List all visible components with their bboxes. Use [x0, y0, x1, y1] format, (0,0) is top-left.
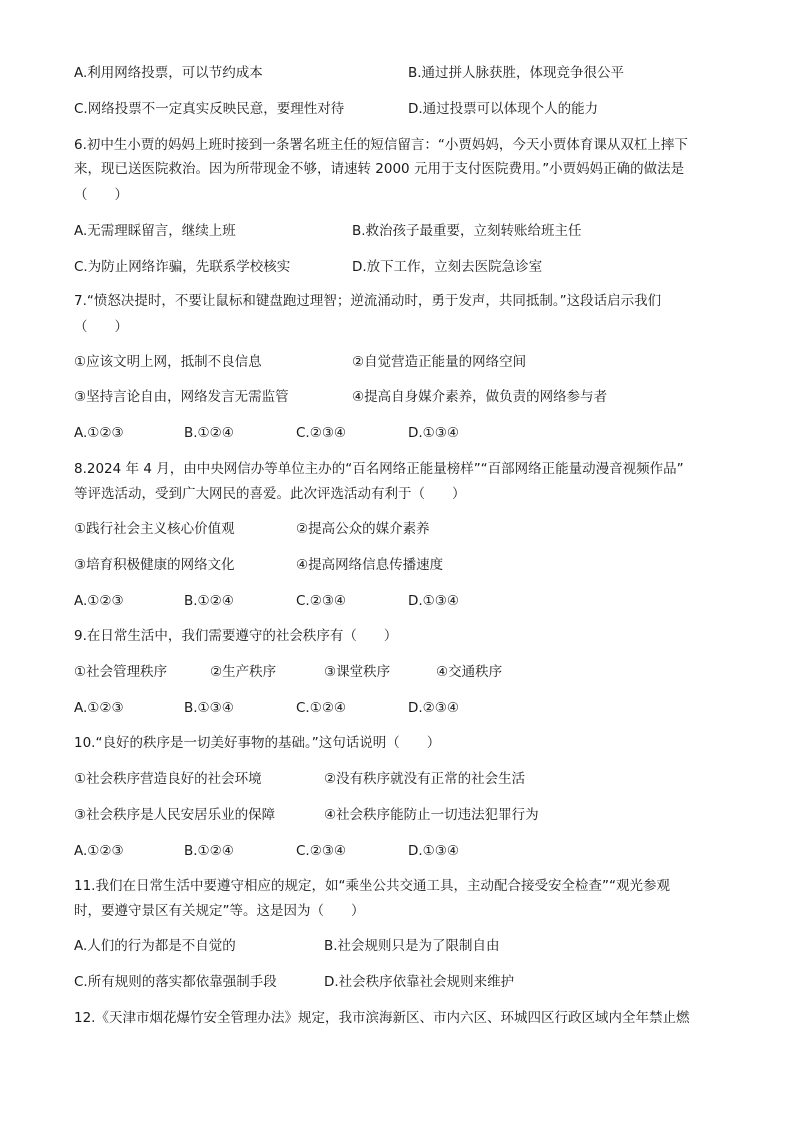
q9-option-c: C.①②④: [296, 700, 347, 716]
q9-option-b: B.①③④: [184, 700, 234, 716]
q6-stem-line2: 来，现已送医院救治。因为所带现金不够，请速转 2000 元用于支付医院费用。”小贾妈妈正确的做法是: [74, 161, 685, 177]
q7-statement-2: ②自觉营造正能量的网络空间: [352, 354, 527, 370]
q10-option-a: A.①②③: [74, 843, 124, 859]
q9-statement-3: ③课堂秩序: [324, 664, 391, 680]
q10-statement-4: ④社会秩序能防止一切违法犯罪行为: [324, 807, 539, 823]
q8-stem-line1: 8.2024 年 4 月，由中央网信办等单位主办的“百名网络正能量榜样”“百部网络正能量动漫音视频作品”: [74, 461, 684, 477]
q11-option-d: D.社会秩序依靠社会规则来维护: [324, 974, 515, 990]
q8-statement-1: ①践行社会主义核心价值观: [74, 521, 235, 537]
q7-option-d: D.①③④: [408, 425, 459, 441]
q8-statement-2: ②提高公众的媒介素养: [296, 521, 430, 537]
q8-option-c: C.②③④: [296, 593, 347, 609]
q8-option-b: B.①②④: [184, 593, 234, 609]
q8-statement-3: ③培育积极健康的网络文化: [74, 557, 235, 573]
q7-statement-1: ①应该文明上网，抵制不良信息: [74, 354, 262, 370]
q7-statement-3: ③坚持言论自由，网络发言无需监管: [74, 389, 289, 405]
q9-option-d: D.②③④: [408, 700, 459, 716]
q11-stem-line1: 11.我们在日常生活中要遵守相应的规定，如“乘坐公共交通工具，主动配合接受安全检查”“观光参观: [74, 878, 670, 894]
q10-statement-3: ③社会秩序是人民安居乐业的保障: [74, 807, 276, 823]
q10-stem-line1: 10.“良好的秩序是一切美好事物的基础。”这句话说明（ ）: [74, 735, 441, 751]
q9-stem-line1: 9.在日常生活中，我们需要遵守的社会秩序有（ ）: [74, 628, 398, 644]
q9-option-a: A.①②③: [74, 700, 124, 716]
q6-option-a: A.无需理睬留言，继续上班: [74, 223, 236, 239]
q10-option-d: D.①③④: [408, 843, 459, 859]
q6-stem-line1: 6.初中生小贾的妈妈上班时接到一条署名班主任的短信留言：“小贾妈妈，今天小贾体育课从双杠上摔下: [74, 137, 688, 153]
q5-option-c: C.网络投票不一定真实反映民意，要理性对待: [74, 101, 345, 117]
q7-option-b: B.①②④: [184, 425, 234, 441]
q11-option-c: C.所有规则的落实都依靠强制手段: [74, 974, 277, 990]
q10-option-b: B.①②④: [184, 843, 234, 859]
q7-option-a: A.①②③: [74, 425, 124, 441]
q6-option-b: B.救治孩子最重要，立刻转账给班主任: [352, 223, 582, 239]
q11-stem-line2: 时，要遵守景区有关规定”等。这是因为（ ）: [74, 903, 365, 919]
q7-answer-blank: （ ）: [74, 319, 128, 335]
q7-option-c: C.②③④: [296, 425, 347, 441]
q6-option-c: C.为防止网络诈骗，先联系学校核实: [74, 259, 291, 275]
q8-statement-4: ④提高网络信息传播速度: [296, 557, 444, 573]
q6-option-d: D.放下工作，立刻去医院急诊室: [352, 259, 543, 275]
q12-stem-line1: 12.《天津市烟花爆竹安全管理办法》规定，我市滨海新区、市内六区、环城四区行政区域内全年禁止燃: [74, 1010, 690, 1026]
q5-option-b: B.通过拼人脉获胜，体现竞争很公平: [408, 65, 625, 81]
q11-option-a: A.人们的行为都是不自觉的: [74, 938, 236, 954]
q8-option-d: D.①③④: [408, 593, 459, 609]
q10-statement-2: ②没有秩序就没有正常的社会生活: [324, 771, 526, 787]
q8-option-a: A.①②③: [74, 593, 124, 609]
q10-statement-1: ①社会秩序营造良好的社会环境: [74, 771, 262, 787]
q8-stem-line2: 等评选活动，受到广大网民的喜爱。此次评选活动有利于（ ）: [74, 486, 466, 502]
q5-option-d: D.通过投票可以体现个人的能力: [408, 101, 599, 117]
q5-option-a: A.利用网络投票，可以节约成本: [74, 65, 263, 81]
q11-option-b: B.社会规则只是为了限制自由: [324, 938, 500, 954]
q7-statement-4: ④提高自身媒介素养，做负责的网络参与者: [352, 389, 608, 405]
q6-answer-blank: （ ）: [74, 187, 128, 203]
q9-statement-4: ④交通秩序: [436, 664, 503, 680]
q9-statement-1: ①社会管理秩序: [74, 664, 168, 680]
q9-statement-2: ②生产秩序: [210, 664, 277, 680]
q7-stem-line1: 7.“愤怒决提时，不要让鼠标和键盘跑过理智；逆流涌动时，勇于发声，共同抵制。”这段话启示我们: [74, 293, 662, 309]
q10-option-c: C.②③④: [296, 843, 347, 859]
